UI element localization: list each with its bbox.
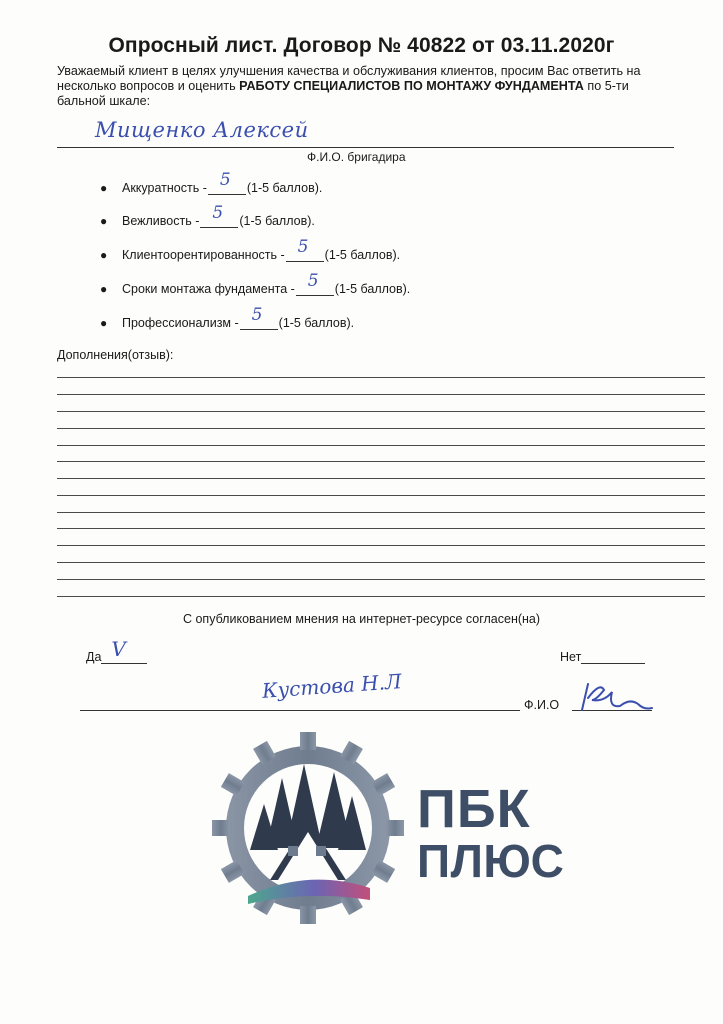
rating-scale: (1-5 баллов). [278, 316, 355, 330]
writing-line [57, 428, 705, 429]
foreman-name-handwritten: Мищенко Алексей [95, 118, 309, 142]
rating-field[interactable] [296, 271, 334, 296]
rating-field[interactable] [240, 305, 278, 330]
writing-line [57, 562, 705, 563]
yes-field[interactable] [101, 637, 147, 664]
bullet-icon: ● [100, 316, 108, 330]
client-name-handwritten: Кустова Н.Л [261, 669, 403, 703]
writing-line [57, 495, 705, 496]
intro-bold-text: РАБОТУ СПЕЦИАЛИСТОВ ПО МОНТАЖУ ФУНДАМЕНТА [239, 79, 584, 93]
rating-label: Сроки монтажа фундамента - [122, 282, 295, 296]
rating-value: 5 [212, 203, 224, 223]
no-field[interactable] [581, 649, 645, 664]
foreman-name-line [57, 147, 674, 148]
writing-line [57, 411, 705, 412]
intro-text-2: по 5-ти бальной шкале: [57, 79, 629, 108]
writing-line [57, 377, 705, 378]
bullet-icon: ● [100, 214, 108, 228]
company-logo-emblem [208, 728, 408, 928]
additions-label: Дополнения(отзыв): [57, 348, 174, 362]
rating-label: Клиентоорентированность - [122, 248, 285, 262]
brand-name-line1: ПБК [417, 779, 531, 839]
rating-field[interactable] [200, 203, 238, 228]
signature-mark [578, 680, 658, 714]
writing-line [57, 579, 705, 580]
writing-line [57, 461, 705, 462]
rating-scale: (1-5 баллов). [239, 214, 315, 228]
yes-checkmark: V [111, 637, 126, 661]
consent-yes[interactable] [86, 637, 147, 664]
consent-no[interactable] [560, 649, 645, 664]
writing-line [57, 512, 705, 513]
rating-item-accuracy [100, 170, 323, 195]
foreman-caption: Ф.И.О. бригадира [307, 150, 406, 164]
client-fio-label: Ф.И.О [524, 698, 560, 712]
brand-name-line2: ПЛЮС [417, 835, 565, 887]
writing-line [57, 394, 705, 395]
rating-item-professionalism [100, 305, 355, 330]
no-label: Нет [560, 650, 582, 664]
intro-paragraph [57, 64, 657, 109]
writing-line [57, 445, 705, 446]
rating-scale: (1-5 баллов). [324, 248, 401, 262]
rating-field[interactable] [208, 170, 246, 195]
rating-scale: (1-5 баллов). [246, 181, 323, 195]
rating-scale: (1-5 баллов). [334, 282, 411, 296]
rating-value: 5 [251, 305, 263, 325]
bullet-icon: ● [100, 248, 108, 262]
writing-line [57, 545, 705, 546]
rating-item-client-orientation [100, 237, 401, 262]
rating-value: 5 [219, 170, 231, 190]
writing-line [57, 596, 705, 597]
bullet-icon: ● [100, 181, 108, 195]
document-title: Опросный лист. Договор № 40822 от 03.11.2020г [108, 34, 615, 57]
rating-item-politeness [100, 203, 315, 228]
rating-label: Профессионализм - [122, 316, 239, 330]
rating-label: Вежливость - [122, 214, 200, 228]
writing-line [57, 528, 705, 529]
bullet-icon: ● [100, 282, 108, 296]
intro-text-1: Уважаемый клиент в целях улучшения качества и обслуживания клиентов, просим Вас ответить на несколько вопросов и оценить [57, 64, 641, 93]
rating-field[interactable] [286, 237, 324, 262]
client-name-line[interactable] [80, 710, 520, 711]
rating-value: 5 [297, 237, 309, 257]
rating-label: Аккуратность - [122, 181, 207, 195]
writing-line [57, 478, 705, 479]
rating-item-deadlines [100, 271, 411, 296]
yes-label: Да [86, 650, 102, 664]
publish-consent-text: С опубликованием мнения на интернет-ресурсе согласен(на) [182, 612, 541, 626]
rating-value: 5 [307, 271, 319, 291]
